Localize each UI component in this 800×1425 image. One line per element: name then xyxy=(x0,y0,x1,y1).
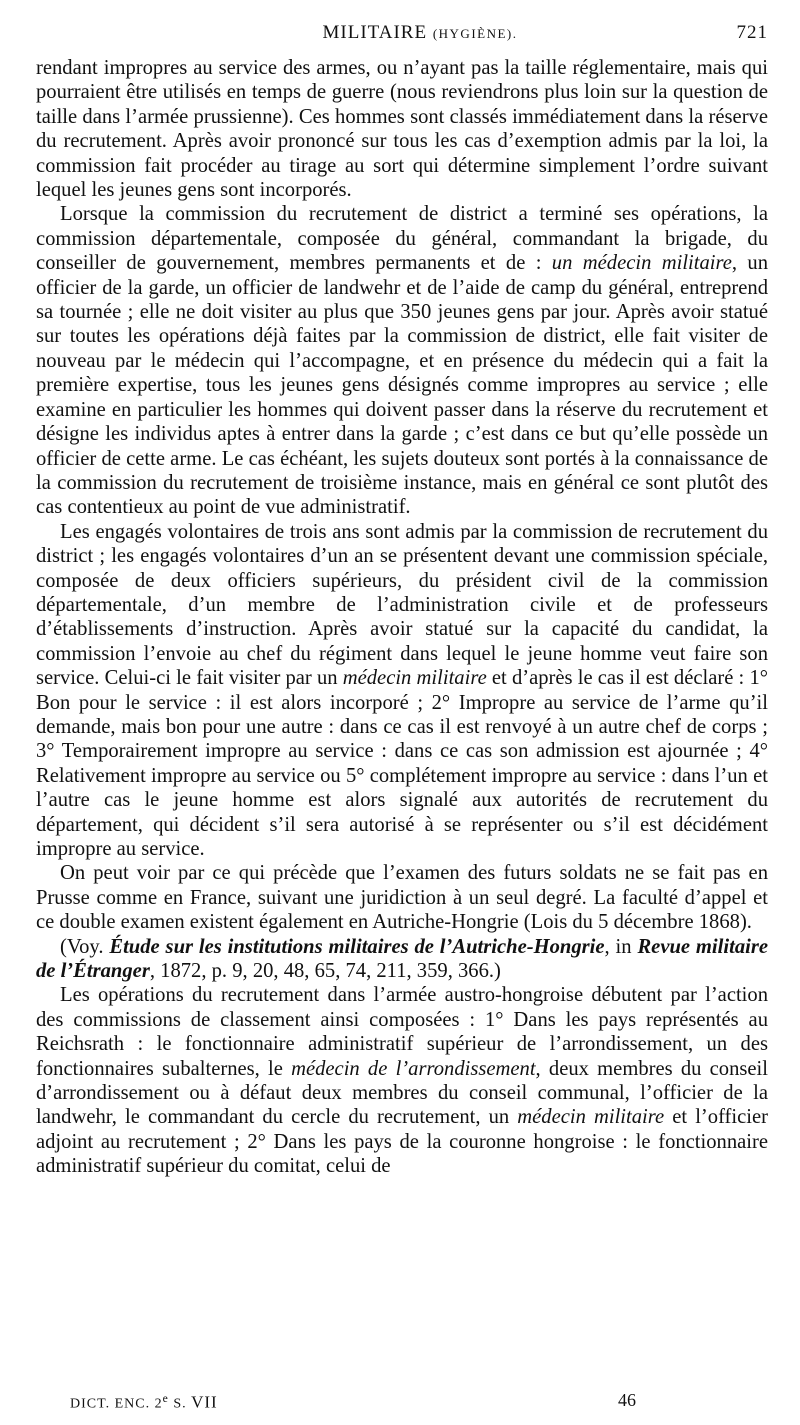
emphasis-run: un médecin militaire xyxy=(551,252,732,275)
signature-volume: VII xyxy=(191,1392,218,1412)
paragraph xyxy=(36,202,768,519)
running-title-sub: (HYGIÈNE). xyxy=(432,26,518,41)
running-header xyxy=(36,22,768,56)
text-run: et l’officier adjoint au recrutement ; 2° Dans les pays de la couronne hongroise : le fonctionnaire administratif supérieur du comitat, celui de xyxy=(36,1106,768,1178)
text-run: Les opérations du recrutement dans l’armée austro-hongroise débutent par l’action des commissions de classement ainsi composées : 1° Dans les pays représentés au Reichsrath : le fonctionnaire administratif supérieur de l’arrondissement, un des fonctionnaires subalternes, le xyxy=(36,984,768,1080)
emphasis-run: médecin de l’arrondissement xyxy=(291,1057,536,1080)
page-number: 721 xyxy=(736,22,768,43)
text-run: et d’après le cas il est déclaré : 1° Bon pour le service : il est alors incorporé ; 2° Impropre au service de l’arme qu’il demande, mais bon pour une autre : dans ce cas il est renvoyé à un autre chef de corps ; 3° Temporairement impropre au service : dans ce cas son admission est ajournée ; 4° Relativement impropre au service ou 5° complétement impropre au service : dans l’un et l’autre cas le jeune homme est alors signalé aux autorités de recrutement du département, qui décident s’il sera autorisé à se représenter ou s’il est décidément impropre au service. xyxy=(36,667,768,860)
text-run: , deux membres du conseil d’arrondissement ou à défaut deux membres du conseil communal, l’officier de la landwehr, le commandant du cercle du recrutement, un xyxy=(36,1057,769,1129)
paragraph xyxy=(36,520,768,862)
text-run: , in xyxy=(604,935,638,958)
text-run: (Voy. xyxy=(60,935,110,958)
text-run: rendant impropres au service des armes, ou n’ayant pas la taille réglementaire, mais qui pourraient être utilisés en temps de guerre (nous reviendrons plus loin sur la question de taille dans l’armée prussienne). Ces hommes sont classés immédiatement dans la réserve du recrutement. Après avoir prononcé sur tous les cas d’exemption admis par la loi, la commission fait procéder au tirage au sort qui détermine simplement l’ordre suivant lequel les jeunes gens sont incorporés. xyxy=(36,57,768,202)
emphasis-run: Revue militaire de l’Étranger xyxy=(36,935,768,983)
emphasis-run: Étude sur les institutions militaires de l’Autriche-Hongrie xyxy=(109,935,605,958)
body-text xyxy=(36,56,768,1179)
emphasis-run: médecin militaire xyxy=(342,667,487,690)
sheet-number: 46 xyxy=(618,1390,636,1410)
signature-mark xyxy=(70,1392,218,1413)
emphasis-run: médecin militaire xyxy=(517,1106,665,1129)
running-title-main: MILITAIRE xyxy=(322,22,428,43)
text-run: On peut voir par ce qui précède que l’examen des futurs soldats ne se fait pas en Prusse comme en France, suivant une juridiction à un seul degré. La faculté d’appel et ce double examen existent également en Autriche-Hongrie (Lois du 5 décembre 1868). xyxy=(36,862,768,934)
text-run: , 1872, p. 9, 20, 48, 65, 74, 211, 359, 366.) xyxy=(149,960,501,983)
text-run: Les engagés volontaires de trois ans sont admis par la commission de recrutement du district ; les engagés volontaires d’un an se présentent devant une commission spéciale, composée de deux officiers supérieurs, du président civil de la commission départementale, d’un membre de l’administration civile et de professeurs d’établissements d’instruction. Après avoir statué sur la capacité du candidat, la commission l’envoie au chef du régiment dans lequel le jeune homme veut faire son service. Celui-ci le fait visiter par un xyxy=(36,520,768,690)
page xyxy=(36,22,768,1179)
paragraph xyxy=(36,983,768,1178)
paragraph xyxy=(36,56,768,202)
signature-prefix: DICT. ENC. 2 xyxy=(70,1396,163,1412)
running-title xyxy=(323,22,518,44)
paragraph xyxy=(36,935,768,984)
signature-sup: e xyxy=(162,1392,169,1405)
paragraph xyxy=(36,861,768,934)
signature-series: S. xyxy=(168,1396,192,1412)
page-footer xyxy=(36,1390,768,1414)
text-run: Lorsque la commission du recrutement de district a terminé ses opérations, la commission départementale, composée du général, commandant la brigade, du conseiller de gouvernement, membres permanents et de : xyxy=(36,203,768,275)
text-run: , un officier de la garde, un officier de landwehr et de l’aide de camp du général, entreprend sa tournée ; elle ne doit visiter au plus que 350 jeunes gens par jour. Après avoir statué sur toutes les opérations déjà faites par la commission de district, elle fait visiter de nouveau par le médecin qui l’accompagne, et en présence du médecin qui a fait la première expertise, tous les jeunes gens désignés comme impropres au service ; elle examine en particulier les hommes qui doivent passer dans la réserve du recrutement et désigne les individus aptes à entrer dans la garde ; c’est dans ce but qu’elle possède un officier de cette arme. Le cas échéant, les sujets douteux sont portés à la connaissance de la commission du recrutement de troisième instance, mais en général ce sont plutôt des cas contentieux au point de vue administratif. xyxy=(36,252,769,519)
